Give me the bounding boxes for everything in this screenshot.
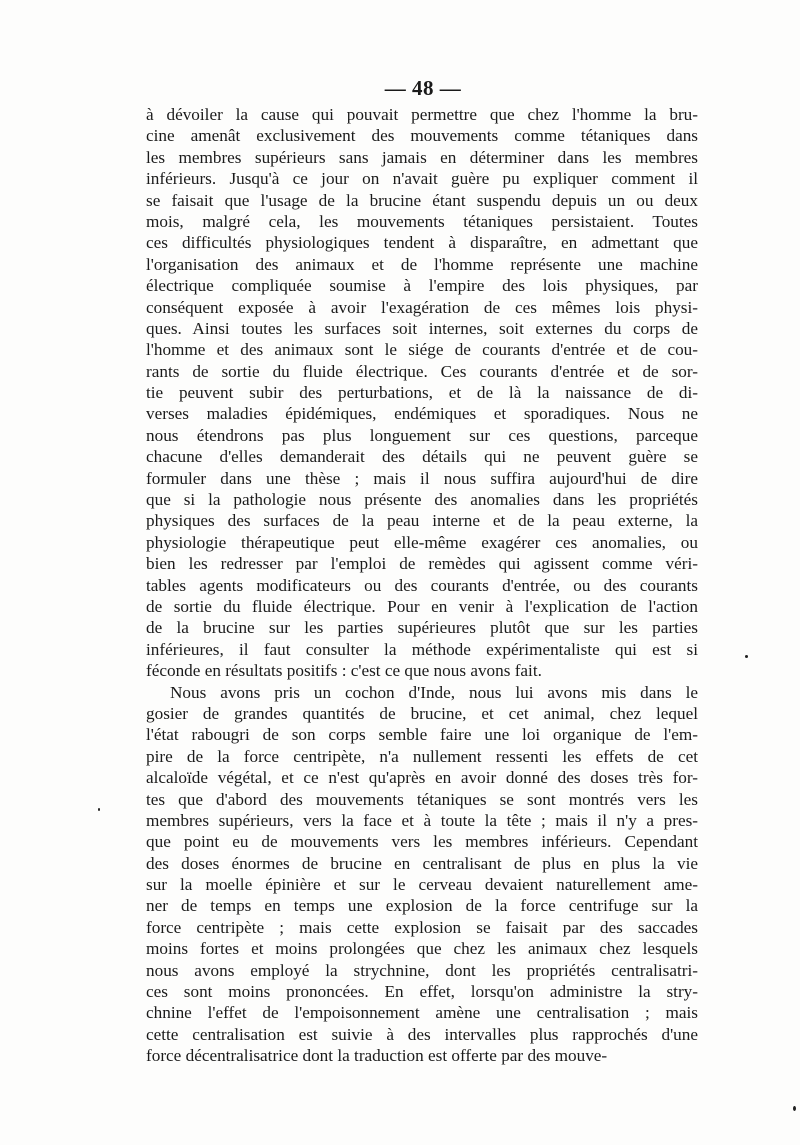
text-line: les membres supérieurs sans jamais en déterminer dans les membres: [146, 147, 698, 167]
text-line: que point eu de mouvements vers les membres inférieurs. Cependant: [146, 832, 698, 852]
text-line: ces difficultés physiologiques tendent à disparaître, en admettant que: [146, 233, 698, 253]
text-line: l'homme et des animaux sont le siége de courants d'entrée et de cou-: [146, 340, 698, 360]
text-line: chnine l'effet de l'empoisonnement amène une centralisation ; mais: [146, 1003, 698, 1023]
text-line: féconde en résultats positifs : c'est ce que nous avons fait.: [146, 661, 542, 681]
text-line: physiques des surfaces de la peau interne et de la peau externe, la: [146, 511, 698, 531]
page-number: — 48 —: [384, 76, 462, 100]
text-line: moins fortes et moins prolongées que chez les animaux chez lesquels: [146, 939, 698, 959]
body-text: [146, 104, 698, 1067]
text-line: chacune d'elles demanderait des détails qui ne peuvent guère se: [146, 447, 698, 467]
text-line: pire de la force centripète, n'a nullement ressenti les effets de cet: [146, 746, 698, 766]
text-line: gosier de grandes quantités de brucine, et cet animal, chez lequel: [146, 703, 698, 723]
text-line: se faisait que l'usage de la brucine étant suspendu depuis un ou deux: [146, 190, 698, 210]
text-line: alcaloïde végétal, et ce n'est qu'après en avoir donné des doses très for-: [146, 768, 698, 788]
text-line: électrique compliquée soumise à l'empire des lois physiques, par: [146, 276, 698, 296]
text-line: des doses énormes de brucine en centralisant de plus en plus la vie: [146, 853, 698, 873]
text-line: formuler dans une thèse ; mais il nous suffira aujourd'hui de dire: [146, 468, 698, 488]
text-line: nous avons employé la strychnine, dont les propriétés centralisatri-: [146, 960, 698, 980]
text-line: membres supérieurs, vers la face et à toute la tête ; mais il n'y a pres-: [146, 810, 698, 830]
text-line: ques. Ainsi toutes les surfaces soit internes, soit externes du corps de: [146, 318, 698, 338]
text-line: de la brucine sur les parties supérieures plutôt que sur les parties: [146, 618, 698, 638]
text-line: à dévoiler la cause qui pouvait permettre que chez l'homme la bru-: [146, 105, 698, 124]
text-line: cette centralisation est suivie à des intervalles plus rapprochés d'une: [146, 1024, 698, 1044]
paragraph: [146, 104, 698, 682]
text-line: force centripète ; mais cette explosion se faisait par des saccades: [146, 917, 698, 937]
text-line: rants de sortie du fluide électrique. Ces courants d'entrée et de sor-: [146, 361, 698, 381]
text-line: Nous avons pris un cochon d'Inde, nous lui avons mis dans le: [170, 682, 698, 702]
text-line: inférieures, il faut consulter la méthode expérimentaliste qui est si: [146, 639, 698, 659]
text-line: tie peuvent subir des perturbations, et de là la naissance de di-: [146, 383, 698, 403]
ink-speck: [98, 808, 100, 811]
text-line: de sortie du fluide électrique. Pour en venir à l'explication de l'action: [146, 596, 698, 616]
text-line: ces sont moins prononcées. En effet, lorsqu'on administre la stry-: [146, 982, 698, 1002]
text-line: mois, malgré cela, les mouvements tétaniques persistaient. Toutes: [146, 211, 698, 231]
text-line: conséquent exposée à avoir l'exagération de ces mêmes lois physi-: [146, 297, 698, 317]
text-line: ner de temps en temps une explosion de la force centrifuge sur la: [146, 896, 698, 916]
text-line: tables agents modificateurs ou des courants d'entrée, ou des courants: [146, 575, 698, 595]
text-line: que si la pathologie nous présente des anomalies dans les propriétés: [146, 490, 698, 510]
text-line: inférieurs. Jusqu'à ce jour on n'avait guère pu expliquer comment il: [146, 169, 698, 189]
text-line: cine amenât exclusivement des mouvements comme tétaniques dans: [146, 126, 698, 146]
text-line: nous étendrons pas plus longuement sur ces questions, parceque: [146, 425, 698, 445]
text-line: verses maladies épidémiques, endémiques et sporadiques. Nous ne: [146, 404, 698, 424]
paragraph: [146, 682, 698, 1067]
text-line: l'organisation des animaux et de l'homme représente une machine: [146, 254, 698, 274]
text-line: sur la moelle épinière et sur le cerveau devaient naturellement ame-: [146, 875, 698, 895]
text-line: l'état rabougri de son corps semble faire une loi organique de l'em-: [146, 725, 698, 745]
text-line: bien les redresser par l'emploi de remèdes qui agissent comme véri-: [146, 554, 698, 574]
text-line: physiologie thérapeutique peut elle-même exagérer ces anomalies, ou: [146, 532, 698, 552]
ink-speck: [793, 1106, 796, 1111]
text-line: force décentralisatrice dont la traduction est offerte par des mouve-: [146, 1046, 608, 1066]
ink-speck: [745, 655, 748, 658]
text-line: tes que d'abord des mouvements tétaniques se sont montrés vers les: [146, 789, 698, 809]
